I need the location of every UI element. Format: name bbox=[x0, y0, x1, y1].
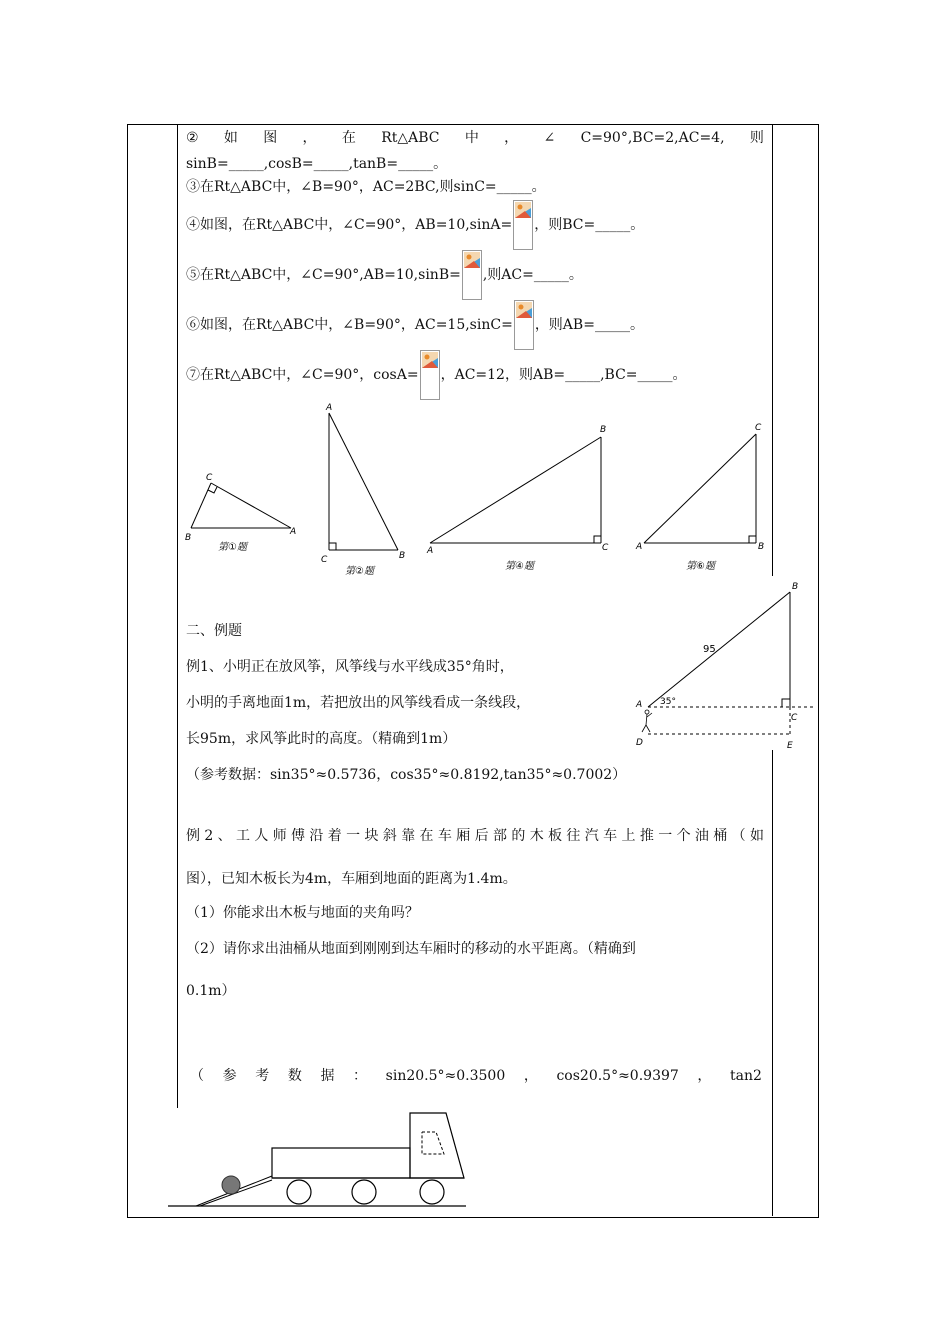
ex2-ref-token: ， bbox=[697, 1068, 712, 1084]
ex2-ref-token: 数 bbox=[287, 1068, 302, 1084]
q2-token: 如 bbox=[223, 130, 238, 146]
fig1-label-b: B bbox=[185, 533, 192, 543]
truck-figure bbox=[160, 1108, 480, 1212]
fig4-label-a: A bbox=[427, 546, 434, 556]
ex2-question2: （2）请你求出油桶从地面到刚刚到达车厢时的移动的水平距离。（精确到 bbox=[186, 941, 636, 957]
kite-label-e: E bbox=[787, 741, 793, 750]
ex2-reference bbox=[190, 1066, 762, 1086]
ex2-ref-token: 考 bbox=[255, 1068, 270, 1084]
figure-row bbox=[178, 398, 772, 583]
ex2-ref-token: （ bbox=[190, 1068, 204, 1084]
figure-1 bbox=[185, 473, 296, 553]
kite-figure bbox=[628, 578, 818, 750]
q4-pre: ④如图，在Rt△ABC中，∠C=90°，AB=10,sinA= bbox=[186, 217, 513, 233]
kite-angle-label: 35° bbox=[660, 697, 676, 707]
ex2-ref-token: 据 bbox=[320, 1068, 335, 1084]
q2-token: C=90°,BC=2,AC=4, bbox=[580, 130, 725, 146]
kite-label-c: C bbox=[791, 713, 798, 723]
fig2-label-b: B bbox=[399, 551, 406, 561]
fig1-label-c: C bbox=[206, 473, 213, 483]
kite-label-a: A bbox=[636, 700, 643, 710]
fig6-label-b: B bbox=[758, 542, 765, 552]
missing-image-icon bbox=[513, 200, 533, 250]
kite-label-b: B bbox=[792, 582, 799, 592]
missing-image-icon bbox=[462, 250, 482, 300]
q4-post: ，则BC=_____。 bbox=[534, 217, 645, 233]
q3-line: ③在Rt△ABC中，∠B=90°，AC=2BC,则sinC=_____。 bbox=[186, 179, 546, 195]
fig2-caption: 第②题 bbox=[345, 566, 374, 577]
q2-token: ② bbox=[186, 130, 199, 146]
fig4-label-c: C bbox=[602, 543, 609, 553]
ex2-line2: 图），已知木板长为4m，车厢到地面的距离为1.4m。 bbox=[186, 871, 517, 887]
section-heading: 二、例题 bbox=[186, 623, 242, 639]
q6-post: ，则AB=_____。 bbox=[534, 317, 644, 333]
ex2-ref-token: sin20.5°≈0.3500 bbox=[385, 1068, 506, 1084]
q2-token: ∠ bbox=[543, 130, 556, 146]
fig1-caption: 第①题 bbox=[218, 542, 247, 553]
ex2-ref-token: ： bbox=[353, 1068, 368, 1084]
ex2-ref-token: 参 bbox=[222, 1068, 237, 1084]
q2-line1 bbox=[186, 128, 764, 148]
fig6-label-c: C bbox=[755, 423, 762, 433]
fig6-caption: 第⑥题 bbox=[686, 561, 715, 572]
ex1-line2: 小明的手离地面1m，若把放出的风筝线看成一条线段， bbox=[186, 695, 531, 711]
q2-token: 则 bbox=[749, 130, 764, 146]
q5-post: ,则AC=_____。 bbox=[482, 267, 583, 283]
figure-2 bbox=[321, 403, 405, 577]
figure-6 bbox=[635, 423, 764, 572]
kite-length-label: 95 bbox=[703, 644, 716, 655]
kite-label-d: D bbox=[636, 738, 643, 748]
q7-post: ，AC=12，则AB=_____,BC=_____。 bbox=[440, 367, 687, 383]
q2-token: 中 bbox=[464, 130, 479, 146]
ex2-question1: （1）你能求出木板与地面的夹角吗？ bbox=[186, 905, 419, 921]
fig1-label-a: A bbox=[290, 527, 297, 537]
q6-line bbox=[186, 300, 644, 350]
q2-token: Rt△ABC bbox=[381, 130, 440, 146]
q5-line bbox=[186, 250, 583, 300]
fig2-label-c: C bbox=[321, 555, 328, 565]
column-divider-left bbox=[177, 124, 178, 1108]
ex1-reference: （参考数据：sin35°≈0.5736，cos35°≈0.8192,tan35°≈0.7002） bbox=[186, 767, 627, 783]
ex2-line1 bbox=[186, 826, 764, 846]
column-divider-right-lower bbox=[772, 748, 773, 1216]
q2-token: ， bbox=[504, 130, 519, 146]
fig2-label-a: A bbox=[326, 403, 333, 413]
q2-token: 图 bbox=[263, 130, 278, 146]
ex2-question2-cont: 0.1m） bbox=[186, 983, 236, 999]
column-divider-right bbox=[772, 124, 773, 576]
ex2-ref-token: ， bbox=[523, 1068, 538, 1084]
ex1-line1: 例1、小明正在放风筝，风筝线与水平线成35°角时， bbox=[186, 659, 514, 675]
ex2-line1-text: 例2、工人师傅沿着一块斜靠在车厢后部的木板往汽车上推一个油桶（如 bbox=[186, 828, 764, 844]
missing-image-icon bbox=[514, 300, 534, 350]
ex2-ref-token: cos20.5°≈0.9397 bbox=[556, 1068, 679, 1084]
q7-pre: ⑦在Rt△ABC中，∠C=90°，cosA= bbox=[186, 367, 419, 383]
ex1-line3: 长95m，求风筝此时的高度。（精确到1m） bbox=[186, 731, 457, 747]
q2-token: 在 bbox=[341, 130, 356, 146]
missing-image-icon bbox=[420, 350, 440, 400]
fig4-caption: 第④题 bbox=[505, 561, 534, 572]
fig4-label-b: B bbox=[600, 425, 607, 435]
q4-line bbox=[186, 200, 644, 250]
q2-token: ， bbox=[302, 130, 317, 146]
ex2-ref-token: tan2 bbox=[730, 1068, 762, 1084]
fig6-label-a: A bbox=[636, 542, 643, 552]
figure-4 bbox=[426, 425, 609, 572]
q6-pre: ⑥如图，在Rt△ABC中，∠B=90°，AC=15,sinC= bbox=[186, 317, 513, 333]
q5-pre: ⑤在Rt△ABC中，∠C=90°,AB=10,sinB= bbox=[186, 267, 461, 283]
q2-line2: sinB=_____,cosB=_____,tanB=_____。 bbox=[186, 156, 448, 172]
q7-line bbox=[186, 350, 687, 400]
